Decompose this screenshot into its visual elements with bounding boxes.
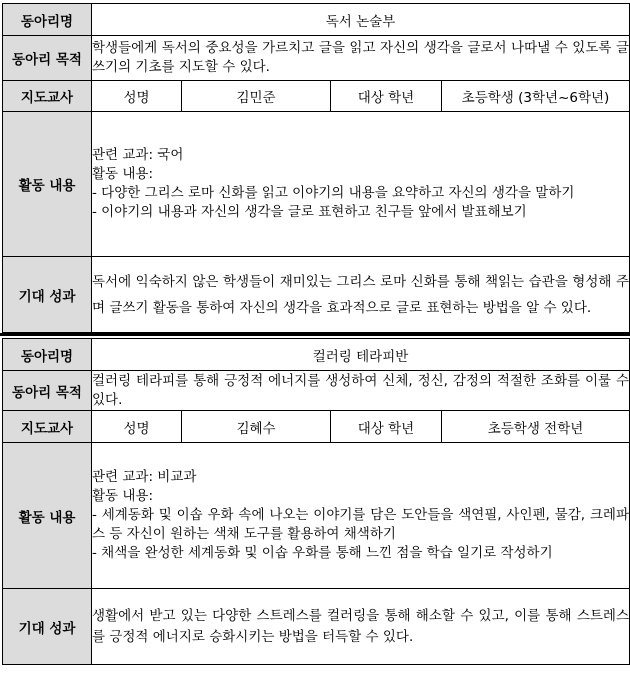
activity-line: 관련 교과: 국어 [92, 147, 184, 163]
activity-line: 관련 교과: 비교과 [92, 469, 197, 485]
activity-line: - 이야기의 내용과 자신의 생각을 글로 표현하고 친구들 앞에서 발표해보기 [92, 204, 527, 220]
activity-line: 활동 내용: [92, 488, 154, 504]
club-name-value: 독서 논술부 [92, 4, 630, 36]
name-label: 성명 [92, 411, 182, 443]
club-table-coloring [2, 338, 630, 665]
name-label: 성명 [92, 81, 182, 112]
target-grade-label: 대상 학년 [331, 81, 442, 112]
club-purpose-label: 동아리 목적 [3, 36, 92, 81]
target-grade-value: 초등학생 (3학년~6학년) [442, 81, 630, 112]
club-name-value: 컬러링 테라피반 [92, 339, 630, 371]
club-purpose-value: 학생들에게 독서의 중요성을 가르치고 글을 읽고 자신의 생각을 글로서 나따낼 수 있도록 글쓰기의 기초를 지도할 수 있다. [92, 36, 630, 81]
target-grade-label: 대상 학년 [331, 411, 442, 443]
club-purpose-label: 동아리 목적 [3, 371, 92, 411]
expected-results-label: 기대 성과 [3, 589, 92, 665]
activities-label: 활동 내용 [3, 112, 92, 257]
expected-results-label: 기대 성과 [3, 257, 92, 333]
expected-results-value: 생활에서 받고 있는 다양한 스트레스를 컬러링을 통해 해소할 수 있고, 이를 통해 스트레스를 긍정적 에너지로 승화시키는 방법을 터득할 수 있다. [92, 589, 630, 665]
activity-line: 활동 내용: [92, 166, 154, 182]
activity-line: - 다양한 그리스 로마 신화를 읽고 이야기의 내용을 요약하고 자신의 생각을 말하기 [92, 185, 575, 201]
teacher-name-value: 김민준 [182, 81, 331, 112]
target-grade-value: 초등학생 전학년 [442, 411, 630, 443]
activity-line: - 채색을 완성한 세계동화 및 이솝 우화를 통해 느낀 점을 학습 일기로 작성하기 [92, 545, 553, 561]
expected-results-value: 독서에 익숙하지 않은 학생들이 재미있는 그리스 로마 신화를 통해 책읽는 습관을 형성해 주며 글쓰기 활동을 통하여 자신의 생각을 효과적으로 글로 표현하는 방법을 알 수 있다. [92, 257, 630, 333]
section-divider [0, 333, 630, 336]
activities-value [92, 443, 630, 589]
activities-label: 활동 내용 [3, 443, 92, 589]
club-name-label: 동아리명 [3, 4, 92, 36]
club-purpose-value: 컬러링 테라피를 통해 긍정적 에너지를 생성하여 신체, 정신, 감정의 적절한 조화를 이룰 수 있다. [92, 371, 630, 411]
activity-line: - 세계동화 및 이솝 우화 속에 나오는 이야기를 담은 도안들을 색연필, 사인펜, 물감, 크레파스 등 자신이 원하는 색채 도구를 활용하여 채색하기 [92, 507, 630, 542]
advisor-label: 지도교사 [3, 411, 92, 443]
teacher-name-value: 김혜수 [182, 411, 331, 443]
activities-value [92, 112, 630, 257]
advisor-label: 지도교사 [3, 81, 92, 112]
club-name-label: 동아리명 [3, 339, 92, 371]
club-table-reading [2, 3, 630, 333]
